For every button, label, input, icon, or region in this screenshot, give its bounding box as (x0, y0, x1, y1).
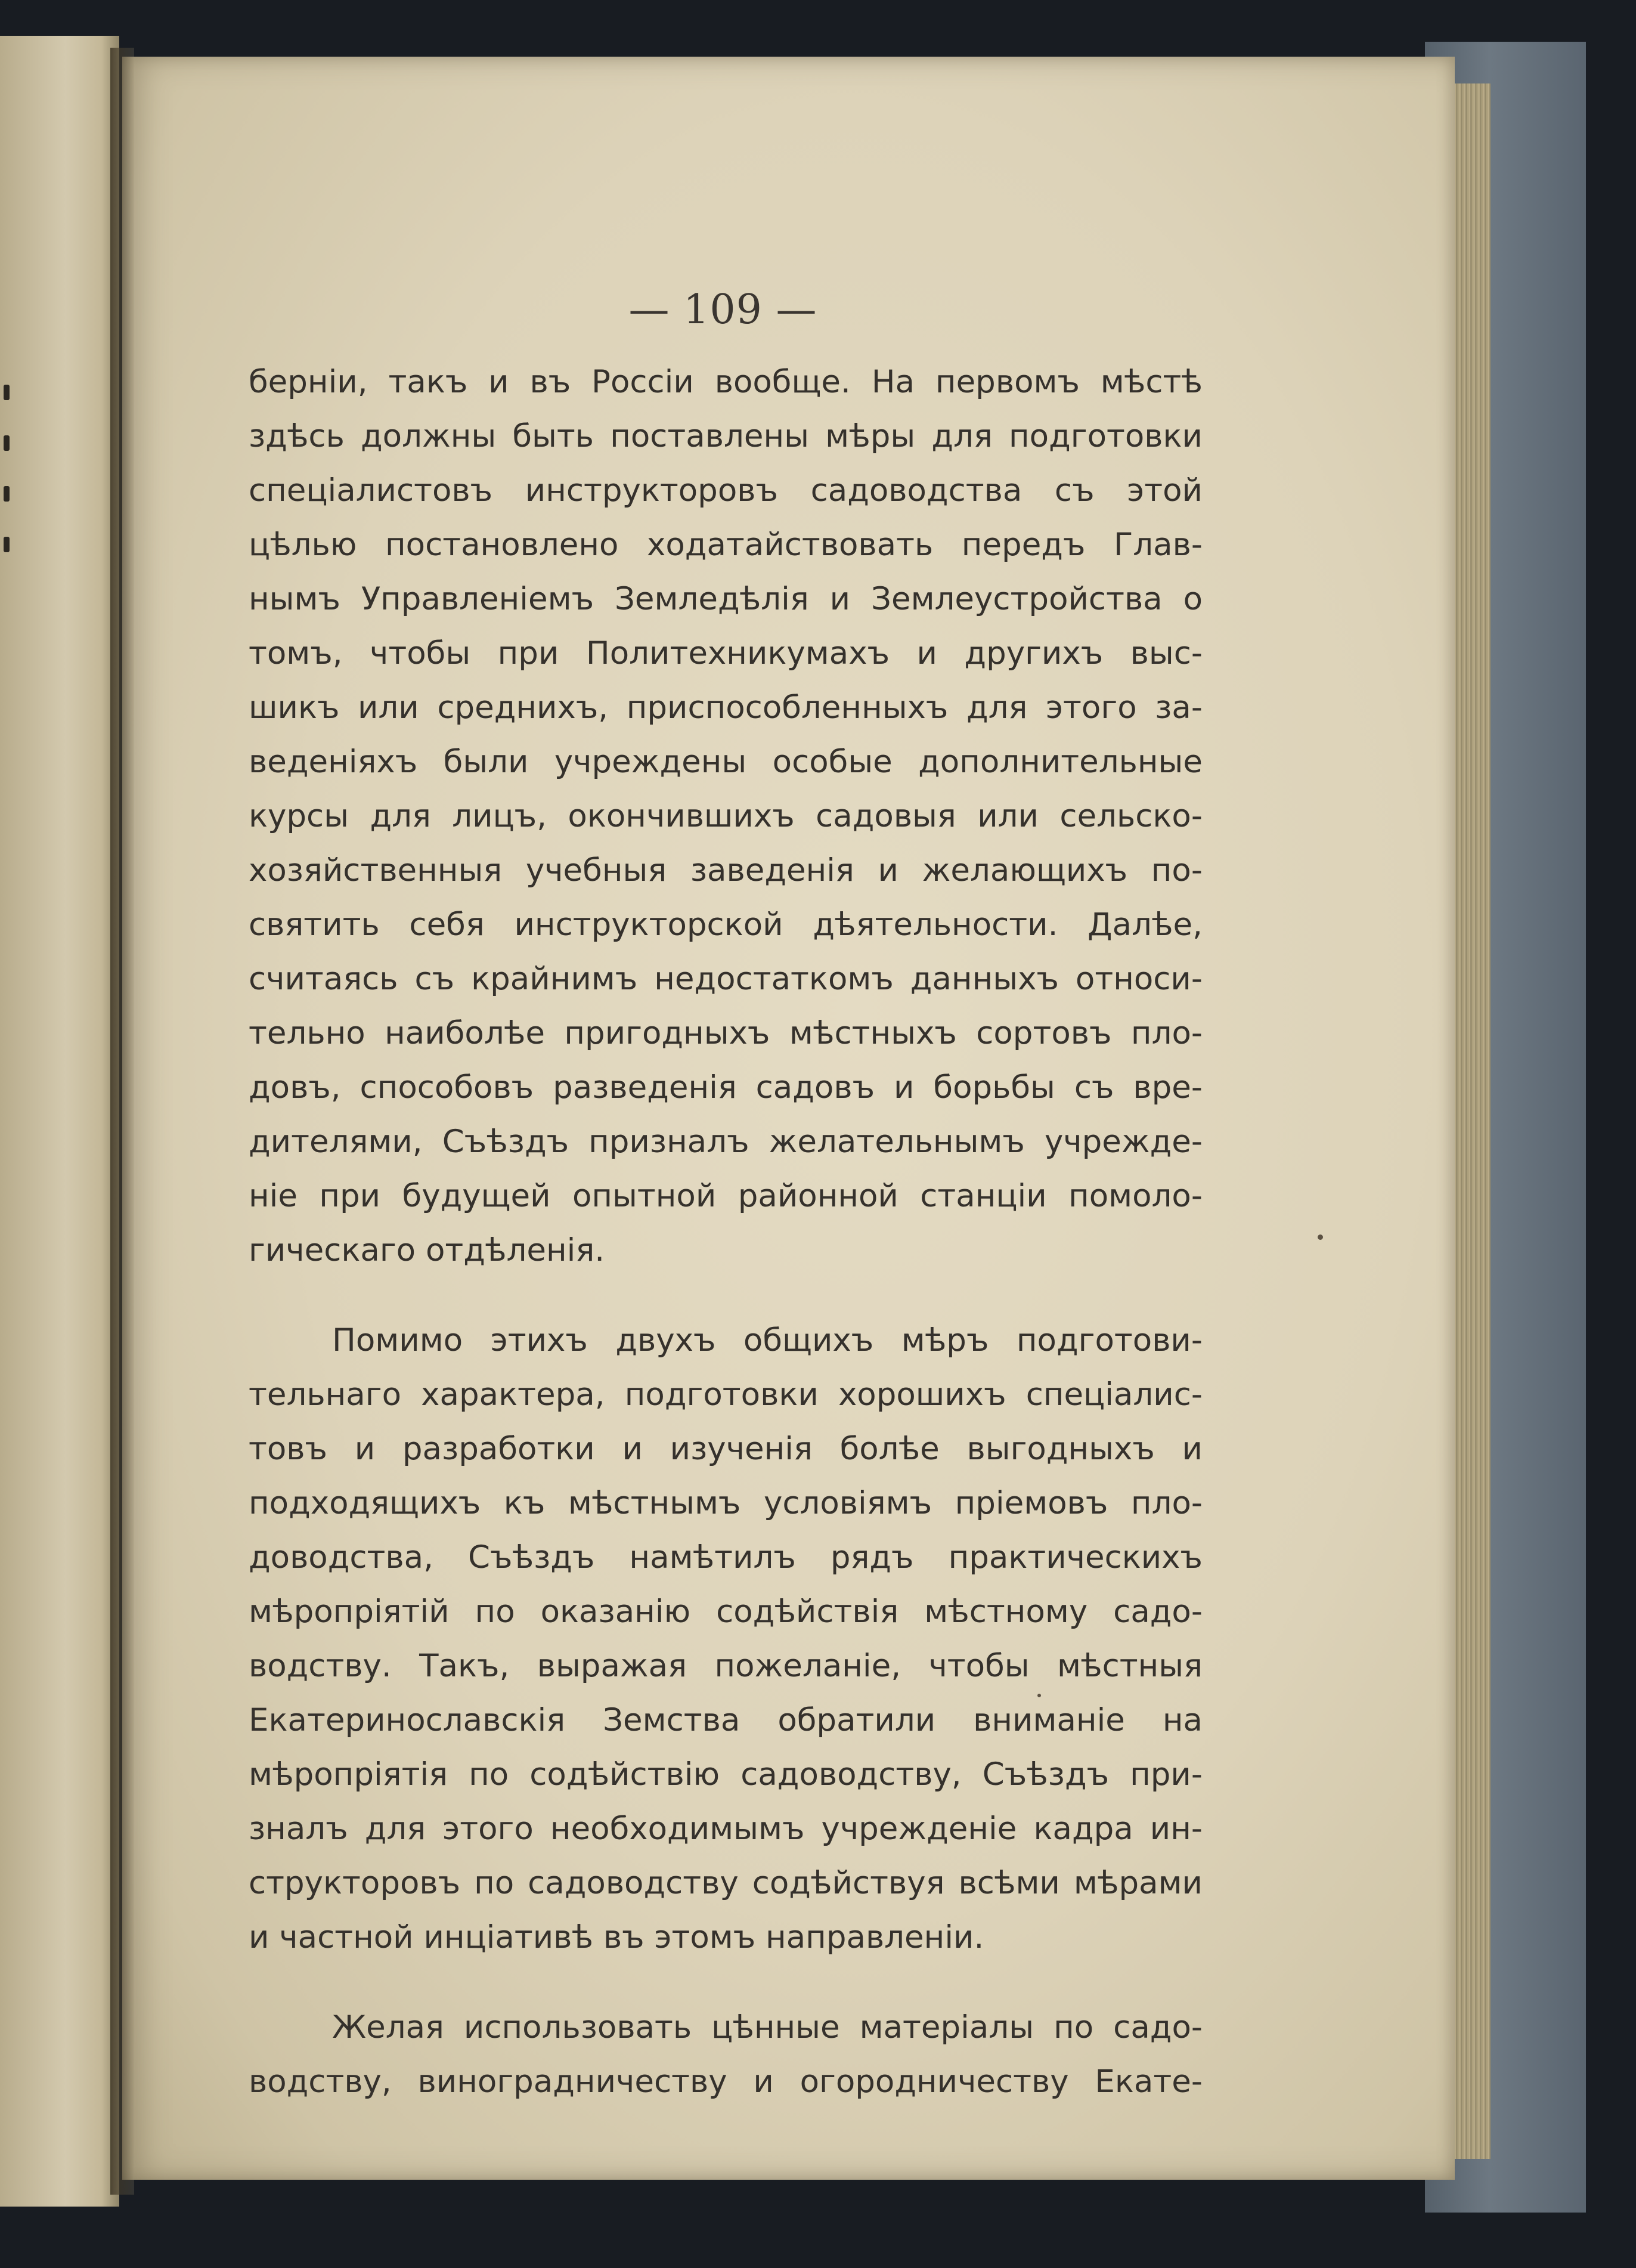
page-edges (1449, 83, 1491, 2159)
book-page (122, 57, 1455, 2180)
text-line: довъ, способовъ разведенія садовъ и борьбы съ вре- (249, 1069, 1203, 1106)
text-line: берніи, такъ и въ Россіи вообще. На первомъ мѣстѣ (249, 364, 1203, 400)
paper-speck (1318, 1234, 1323, 1240)
text-line: водству, виноградничеству и огородничеству Екате- (249, 2063, 1203, 2100)
text-fragment (4, 435, 10, 451)
page-gutter-shadow (110, 48, 134, 2195)
text-line: ніе при будущей опытной районной станціи помоло- (249, 1178, 1203, 1214)
text-line: мѣропріятія по содѣйствію садоводству, Съѣздъ при- (249, 1756, 1203, 1793)
text-line: водству. Такъ, выражая пожеланіе, чтобы мѣстныя (249, 1648, 1203, 1684)
text-fragment (4, 486, 10, 502)
text-line: Екатеринославскія Земства обратили вниманіе на (249, 1702, 1203, 1738)
page-number: — 109 — (628, 286, 817, 333)
text-line: святить себя инструкторской дѣятельности. Далѣе, (249, 906, 1203, 943)
text-line: Помимо этихъ двухъ общихъ мѣръ подготови- (332, 1322, 1203, 1359)
text-line: здѣсь должны быть поставлены мѣры для подготовки (249, 418, 1203, 454)
paragraph-gap (249, 1964, 1203, 2000)
text-line: курсы для лицъ, окончившихъ садовыя или сельско- (249, 798, 1203, 834)
text-fragment (4, 385, 10, 400)
text-line: товъ и разработки и изученія болѣе выгодныхъ и (249, 1431, 1203, 1467)
body-text (249, 355, 1203, 2109)
text-line: тельнаго характера, подготовки хорошихъ спеціалис- (249, 1376, 1203, 1413)
text-line: нымъ Управленіемъ Земледѣлія и Землеустройства о (249, 581, 1203, 617)
paragraph-gap (249, 1277, 1203, 1313)
paper-speck (1037, 1694, 1041, 1697)
text-line: тельно наиболѣе пригодныхъ мѣстныхъ сортовъ пло- (249, 1015, 1203, 1051)
text-line: подходящихъ къ мѣстнымъ условіямъ пріемовъ пло- (249, 1485, 1203, 1521)
text-line: считаясь съ крайнимъ недостаткомъ данныхъ относи- (249, 961, 1203, 997)
text-line: цѣлью постановлено ходатайствовать передъ Глав- (249, 527, 1203, 563)
text-line: доводства, Съѣздъ намѣтилъ рядъ практическихъ (249, 1539, 1203, 1576)
text-fragment (4, 537, 10, 552)
previous-page-text-fragments (4, 36, 21, 2207)
text-line: дителями, Съѣздъ призналъ желательнымъ учрежде- (249, 1124, 1203, 1160)
text-line: шикъ или среднихъ, приспособленныхъ для этого за- (249, 689, 1203, 726)
text-line: мѣропріятій по оказанію содѣйствія мѣстному садо- (249, 1594, 1203, 1630)
text-line: Желая использовать цѣнные матеріалы по садо- (332, 2009, 1203, 2046)
text-line: томъ, чтобы при Политехникумахъ и другихъ выс- (249, 635, 1203, 672)
previous-page-edge (0, 36, 119, 2207)
text-line: хозяйственныя учебныя заведенія и желающихъ по- (249, 852, 1203, 889)
text-line: спеціалистовъ инструкторовъ садоводства съ этой (249, 472, 1203, 509)
text-line: структоровъ по садоводству содѣйствуя всѣми мѣрами (249, 1865, 1203, 1901)
text-line: веденіяхъ были учреждены особые дополнительные (249, 744, 1203, 780)
text-line: гическаго отдѣленія. (249, 1232, 605, 1268)
text-line: и частной инціативѣ въ этомъ направленіи. (249, 1919, 984, 1956)
text-line: зналъ для этого необходимымъ учрежденіе кадра ин- (249, 1811, 1203, 1847)
